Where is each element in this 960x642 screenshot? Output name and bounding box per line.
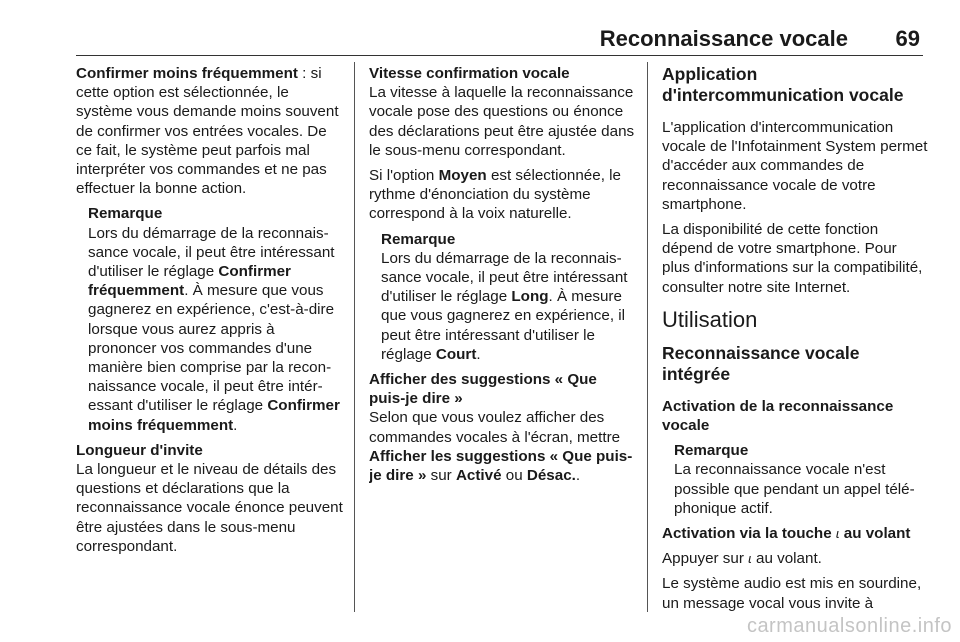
column-right bbox=[662, 64, 928, 614]
voice-mic-icon: 𝜄 bbox=[748, 551, 752, 567]
paragraph: Activation via la touche 𝜄 au volant bbox=[662, 525, 911, 543]
note-title: Remarque bbox=[674, 442, 749, 460]
watermark: carmanualsonline.info bbox=[746, 615, 952, 637]
paragraph: Afficher des suggestions « Que puis-je dire » Selon que vous voulez afficher des commandes vocales à l'écran, mettre Afficher les suggestions « Que puis-je dire » sur Activé ou Désac.. bbox=[369, 370, 635, 485]
paragraph: Le système audio est mis en sourdine, un message vocal vous invite à bbox=[662, 575, 922, 612]
option-heading: Longueur d'invite bbox=[76, 441, 203, 459]
note-title: Remarque bbox=[381, 230, 456, 248]
note-title: Remarque bbox=[88, 205, 163, 223]
page-header bbox=[0, 0, 960, 60]
column-divider bbox=[647, 62, 648, 612]
note-box: Remarque La reconnaissance vocale n'est possible que pendant un appel téléphonique actif. bbox=[674, 441, 928, 518]
option-term: Confirmer moins fréquemment bbox=[76, 65, 298, 82]
note-box: Remarque Lors du démarrage de la reconnaissance vocale, il peut être intéressant d'utiliser le réglage Confirmer fréquemment. À mesure que vous gagnerez en expérience, c'est-à-dire lorsque vous aurez appris à prononcer vos commandes d'une manière bien comprise par la reconnaissance vocale, il peut être intéressant d'utiliser le réglage Confirmer moins fréquemment. bbox=[88, 204, 344, 434]
paragraph bbox=[662, 397, 928, 435]
option-heading: Vitesse confirmation vocale bbox=[369, 65, 570, 82]
page-number: 69 bbox=[895, 26, 920, 51]
paragraph: Appuyer sur 𝜄 au volant. bbox=[662, 550, 822, 568]
paragraph: Longueur d'invite La longueur et le niveau de détails des questions et déclarations que la reconnaissance vocale énonce peuvent être ajustées dans le sous-menu correspondant. bbox=[76, 441, 343, 555]
paragraph: La disponibilité de cette fonction dépend de votre smartphone. Pour plus d'informations sur la compatibilité, consulter notre site Internet. bbox=[662, 221, 923, 296]
voice-mic-icon: 𝜄 bbox=[835, 526, 840, 542]
paragraph: Vitesse confirmation vocale La vitesse à laquelle la reconnaissance vocale pose des questions ou énonce des déclarations peut être ajustée dans le sous-menu correspondant. bbox=[369, 65, 635, 159]
column-left bbox=[76, 64, 344, 614]
note-box: Remarque Lors du démarrage de la reconnaissance vocale, il peut être intéressant d'utiliser le réglage Long. À mesure que vous gagnerez en expérience, il peut être intéressant d'utiliser le réglage Court. bbox=[381, 230, 635, 364]
column-middle bbox=[369, 64, 635, 614]
paragraph: Confirmer moins fréquemment : si cette option est sélectionnée, le système vous demande moins souvent de confirmer vos entrées vocales. De ce fait, le système peut parfois mal interpréter vos commandes et ne pas effectuer la bonne action. bbox=[76, 65, 339, 198]
chapter-heading: Utilisation bbox=[662, 306, 758, 332]
header-rule bbox=[76, 55, 923, 56]
option-heading: Afficher des suggestions « Que puis-je dire » bbox=[369, 371, 597, 408]
column-divider bbox=[354, 62, 355, 612]
paragraph: L'application d'intercommunication vocale de l'Infotainment System permet d'accéder aux commandes de reconnaissance vocale de votre smartphone. bbox=[662, 119, 928, 213]
paragraph: Si l'option Moyen est sélectionnée, le rythme d'énonciation du système correspond à la voix naturelle. bbox=[369, 167, 621, 223]
running-title: Reconnaissance vocale bbox=[599, 26, 848, 51]
section-heading: Application d'intercommunication vocale bbox=[662, 64, 904, 105]
subsection-heading: Reconnaissance vocale intégrée bbox=[662, 342, 860, 384]
option-heading: Activation de la reconnaissance vocale bbox=[662, 397, 894, 435]
